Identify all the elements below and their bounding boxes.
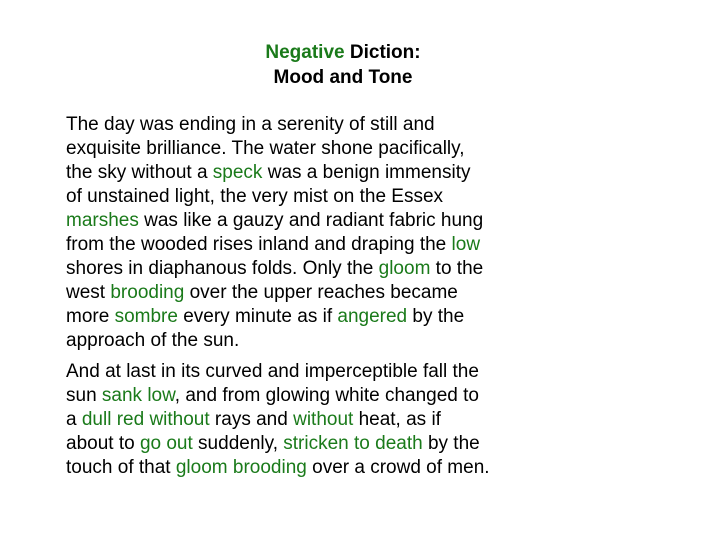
highlighted-word: sombre <box>114 306 178 327</box>
highlighted-word: sank low <box>101 385 175 406</box>
text-line <box>66 257 626 281</box>
text-segment: , and from glowing white changed to <box>174 385 479 406</box>
text-line <box>66 360 626 384</box>
text-segment: was like a gauzy and radiant fabric hung <box>138 210 484 231</box>
text-segment: rays and <box>209 409 294 430</box>
text-line <box>66 185 626 209</box>
highlighted-word: dull red without <box>81 409 210 430</box>
text-segment: more <box>66 306 115 327</box>
text-segment: of unstained light, the very mist on the Essex <box>66 186 444 207</box>
text-line <box>66 432 626 456</box>
text-line <box>66 137 626 161</box>
text-segment: exquisite brilliance. The water shone pacifically, <box>66 138 465 159</box>
text-segment: was a benign immensity <box>262 162 471 183</box>
text-segment: heat, as if <box>353 409 441 430</box>
highlighted-word: stricken to death <box>283 433 423 454</box>
highlighted-word: without <box>293 409 354 430</box>
text-segment: west <box>66 282 111 303</box>
text-segment: sun <box>66 385 102 406</box>
text-segment: the sky without a <box>66 162 213 183</box>
text-line <box>66 305 626 329</box>
text-segment: touch of that <box>66 457 176 478</box>
highlighted-word: brooding <box>110 282 185 303</box>
text-line <box>66 329 626 353</box>
text-line <box>66 209 626 233</box>
text-segment: approach of the sun. <box>66 330 240 351</box>
highlighted-word: low <box>451 234 481 255</box>
text-segment: over a crowd of men. <box>306 457 490 478</box>
title-line-2: Mood and Tone <box>273 67 413 88</box>
title-line-1 <box>0 40 686 65</box>
text-segment: over the upper reaches became <box>184 282 458 303</box>
highlighted-word: angered <box>337 306 408 327</box>
text-segment: a <box>66 409 82 430</box>
highlighted-word: gloom brooding <box>175 457 307 478</box>
text-line <box>66 408 626 432</box>
highlighted-word: marshes <box>66 210 139 231</box>
text-segment: And at last in its curved and imperceptible fall the <box>66 361 479 382</box>
text-segment: about to <box>66 433 140 454</box>
title-word-diction: Diction: <box>344 42 421 63</box>
text-segment: every minute as if <box>177 306 338 327</box>
slide-title <box>0 40 686 90</box>
highlighted-word: go out <box>139 433 193 454</box>
text-line <box>66 456 626 480</box>
text-line <box>66 161 626 185</box>
title-word-negative: Negative <box>265 42 345 63</box>
text-line <box>66 281 626 305</box>
highlighted-word: speck <box>212 162 263 183</box>
text-segment: The day was ending in a serenity of still and <box>66 114 435 135</box>
paragraph-1 <box>66 113 626 353</box>
text-segment: shores in diaphanous folds. Only the <box>66 258 379 279</box>
text-segment: from the wooded rises inland and draping the <box>66 234 452 255</box>
text-line <box>66 384 626 408</box>
highlighted-word: gloom <box>378 258 431 279</box>
text-segment: suddenly, <box>192 433 284 454</box>
text-segment: by the <box>422 433 480 454</box>
text-segment: by the <box>407 306 465 327</box>
passage-text <box>66 113 626 480</box>
text-segment: to the <box>430 258 484 279</box>
text-line <box>66 113 626 137</box>
paragraph-2 <box>66 360 626 480</box>
text-line <box>66 233 626 257</box>
